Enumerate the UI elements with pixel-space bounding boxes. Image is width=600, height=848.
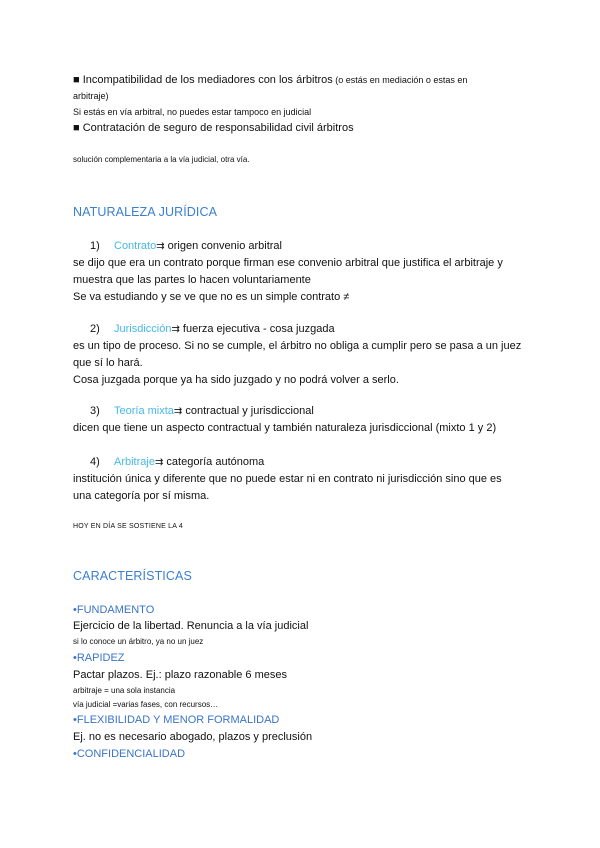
item-3-line-1: dicen que tiene un aspecto contractual y también naturaleza jurisdiccional (mixto 1 y 2): [73, 422, 497, 434]
naturaleza-item-4-title: [73, 456, 550, 470]
item-4-term: Arbitraje: [114, 456, 155, 468]
intro-line-4: ■ Contratación de seguro de responsabilidad civil árbitros: [73, 122, 354, 134]
item-3-number: 3): [90, 405, 100, 417]
double-arrow-icon: ⇉: [173, 406, 183, 417]
rapidez-title: •RAPIDEZ: [73, 652, 125, 664]
double-arrow-icon: ⇉: [154, 457, 164, 468]
double-arrow-icon: ⇉: [171, 324, 180, 335]
item-4-line-1: institución única y diferente que no puede estar ni en contrato ni jurisdicción sino que es: [73, 473, 502, 485]
intro-line-1: [73, 74, 533, 88]
rapidez-line-3: vía judicial =varias fases, con recursos…: [73, 700, 219, 709]
naturaleza-heading: NATURALEZA JURÍDICA: [73, 205, 218, 219]
item-2-line-2: que sí lo hará.: [73, 357, 143, 369]
naturaleza-item-3-title: [73, 405, 550, 419]
item-2-line-3: Cosa juzgada porque ya ha sido juzgado y no podrá volver a serlo.: [73, 374, 399, 386]
item-3-term: Teoría mixta: [114, 405, 174, 417]
item-4-line-2: una categoría por sí misma.: [73, 490, 210, 502]
item-4-description: categoría autónoma: [163, 456, 265, 468]
fundamento-title: •FUNDAMENTO: [73, 604, 155, 616]
intro-line-2: arbitraje): [73, 91, 109, 101]
naturaleza-note: HOY EN DÍA SE SOSTIENE LA 4: [73, 523, 183, 530]
item-2-line-1: es un tipo de proceso. Si no se cumple, el árbitro no obliga a cumplir pero se pasa a un juez: [73, 340, 522, 352]
intro-line-1-small: (o estás en mediación o estas en: [332, 75, 468, 85]
item-1-term: Contrato: [114, 240, 157, 252]
double-arrow-icon: ⇉: [156, 241, 165, 252]
item-1-line-2: muestra que las partes lo hacen voluntariamente: [73, 274, 311, 286]
intro-line-3: Si estás en vía arbitral, no puedes estar tampoco en judicial: [73, 107, 312, 117]
rapidez-line-1: Pactar plazos. Ej.: plazo razonable 6 meses: [73, 669, 288, 681]
item-2-description: fuerza ejecutiva - cosa juzgada: [179, 323, 335, 335]
fundamento-line-2: si lo conoce un árbitro, ya no un juez: [73, 637, 204, 646]
item-4-number: 4): [90, 456, 100, 468]
item-1-line-3: Se va estudiando y se ve que no es un simple contrato ≠: [73, 291, 350, 303]
intro-line-1-main: ■ Incompatibilidad de los mediadores con los árbitros: [73, 74, 333, 86]
flexibilidad-line-1: Ej. no es necesario abogado, plazos y preclusión: [73, 731, 313, 743]
naturaleza-item-2-title: [73, 323, 550, 337]
item-2-number: 2): [90, 323, 100, 335]
item-3-description: contractual y jurisdiccional: [182, 405, 314, 417]
intro-line-5: solución complementaria a la vía judicial, otra vía.: [73, 155, 250, 164]
caracteristicas-heading: CARACTERÍSTICAS: [73, 569, 192, 583]
naturaleza-item-1-title: [73, 240, 550, 254]
item-1-line-1: se dijo que era un contrato porque firman ese convenio arbitral que justifica el arbitraje y: [73, 257, 503, 269]
flexibilidad-title: •FLEXIBILIDAD Y MENOR FORMALIDAD: [73, 714, 280, 726]
item-1-description: origen convenio arbitral: [164, 240, 282, 252]
rapidez-line-2: arbitraje = una sola instancia: [73, 686, 176, 695]
item-1-number: 1): [90, 240, 100, 252]
item-2-term: Jurisdicción: [114, 323, 172, 335]
fundamento-line-1: Ejercicio de la libertad. Renuncia a la vía judicial: [73, 620, 309, 632]
confidencialidad-title: •CONFIDENCIALIDAD: [73, 748, 186, 760]
